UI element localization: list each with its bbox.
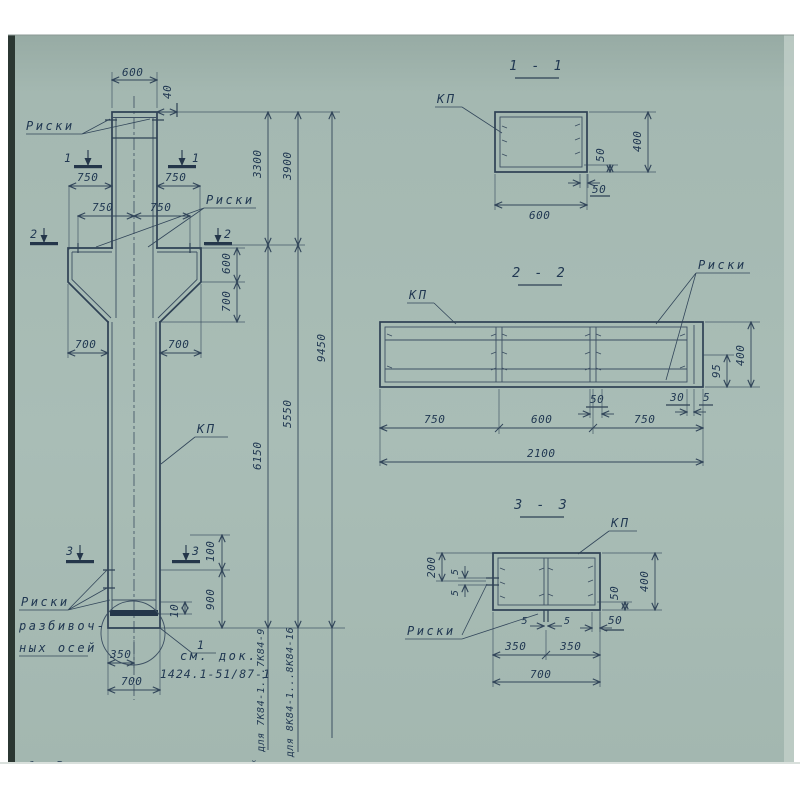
dim-350: 350 [110,648,132,661]
dim-3-3-5d: 5 [564,616,571,627]
see-doc-line2: 1424.1-51/87-1 [160,667,271,681]
dim-3300: 3300 [251,149,264,178]
section-2-2-title: 2 - 2 [512,265,568,281]
dim-2-2-400: 400 [734,344,747,366]
page-binding-shadow [8,35,15,762]
paper-bottom-edge [0,762,800,764]
riski-head-label: Риски [206,193,255,207]
section-1-1-title: 1 - 1 [509,58,565,74]
dim-1-1-600: 600 [529,209,551,222]
dim-2-2-seg1: 750 [424,413,446,426]
dim-2-2-seg2: 600 [531,413,553,426]
dim-1-1-cover-h: 50 [592,183,607,196]
dim-1-1-400: 400 [631,130,644,152]
dim-900: 900 [204,588,217,610]
section-2-2-kp-label: КП [409,288,429,302]
riski-axes-label-1: Риски [21,595,70,609]
variant-range-1: для 7К84-1...7К84-9 [256,628,267,752]
cut-mark-3-left: 3 [66,544,74,558]
dim-top-offset: 40 [161,84,174,99]
dim-3-3-half2: 350 [560,640,582,653]
dim-row2-right: 750 [150,201,172,214]
dim-3-3-5c: 5 [521,616,528,627]
variant-range-2: для 8К84-1...8К84-16 [285,626,296,758]
anchor-plate [110,610,158,616]
dim-3-3-5a: 5 [450,568,461,575]
dim-top-width: 600 [122,66,144,79]
dim-3-3-cover-v: 50 [608,585,621,600]
riski-top-label: Риски [26,119,75,133]
cut-mark-2-right: 2 [224,227,232,241]
dim-3-3-400: 400 [638,570,651,592]
dim-2-2-50: 50 [590,393,605,406]
cut-mark-3-right: 3 [192,544,200,558]
dim-row2-left: 750 [92,201,114,214]
dim-row1-left: 750 [77,171,99,184]
dim-2-2-total: 2100 [527,447,556,460]
dim-shoulder-right: 700 [168,338,190,351]
section-1-1-kp-label: КП [437,92,457,106]
section-3-3-kp-label: КП [611,516,631,530]
dim-row1-right: 750 [165,171,187,184]
cut-mark-2-left: 2 [30,227,38,241]
dim-2-2-seg3: 750 [634,413,656,426]
dim-3-3-200: 200 [425,556,438,578]
dim-3-3-700: 700 [530,668,552,681]
dim-100: 100 [204,540,217,562]
section-3-3-riski-label: Риски [407,624,456,638]
dim-5550: 5550 [281,399,294,428]
section-2-2-riski-label: Риски [698,258,747,272]
see-doc-line1: см. док. [180,649,258,663]
cut-mark-1-right: 1 [192,151,200,165]
dim-3-3-half1: 350 [505,640,527,653]
riski-axes-label-3: ных осей [19,641,97,655]
kp-label: КП [197,422,217,436]
cut-mark-1-left: 1 [64,151,72,165]
see-doc-ref-mark: 1 [197,638,205,652]
dim-head-upper: 600 [220,252,233,274]
dim-2-2-5: 5 [703,391,711,404]
dim-1-1-cover-v: 50 [594,147,607,162]
dim-3-3-5b: 5 [450,589,461,596]
riski-axes-label-2: разбивоч- [19,619,107,633]
dim-2-2-95: 95 [710,363,723,378]
dim-shoulder-left: 700 [75,338,97,351]
dim-9450: 9450 [315,333,328,362]
dim-10: 10 [168,603,181,618]
page-bottom-margin [0,762,800,800]
dim-2-2-30: 30 [670,391,685,404]
dim-head-taper: 700 [220,290,233,312]
dim-6150: 6150 [251,441,264,470]
dim-3-3-cover-h: 50 [608,614,623,627]
section-3-3-title: 3 - 3 [514,497,570,513]
dim-700-bottom: 700 [121,675,143,688]
dim-3900: 3900 [281,151,294,180]
